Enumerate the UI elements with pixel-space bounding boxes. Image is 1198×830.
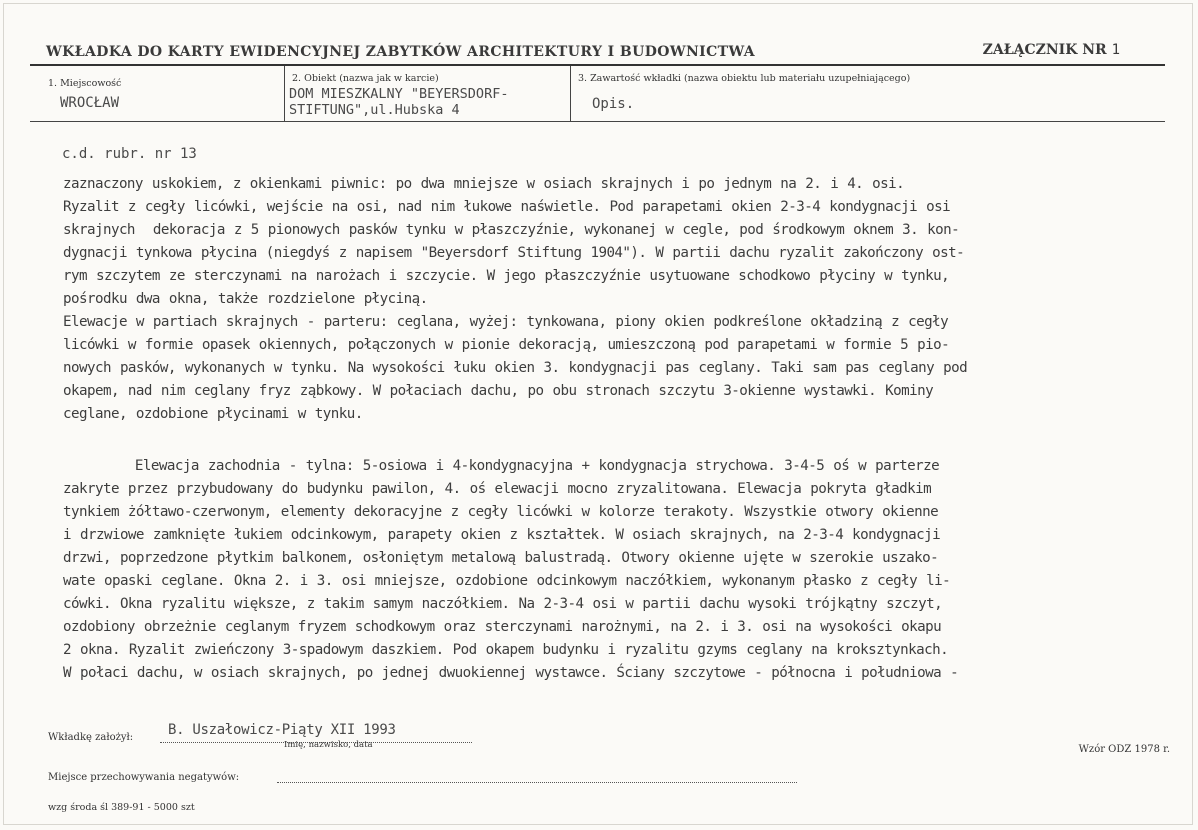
field-divider-2 (570, 66, 571, 121)
object-value (289, 86, 508, 118)
print-info: wzg środa śl 389-91 - 5000 szt (48, 802, 195, 813)
text-line: 2 okna. Ryzalit zwieńczony 3-spadowym daszkiem. Pod okapem budynku i ryzalitu gzyms ceglany na kroksztynkach. (63, 642, 949, 658)
text-line: zaznaczony uskokiem, z okienkami piwnic: po dwa mniejsze w osiach skrajnych i po jednym na 2. i 4. osi. (63, 176, 905, 192)
field-divider-1 (284, 66, 285, 121)
continuation-note: c.d. rubr. nr 13 (62, 146, 197, 162)
text-line: ceglane, ozdobione płycinami w tynku. (63, 406, 363, 422)
text-line: i drzwiowe zamknięte łukiem odcinkowym, parapety okien z kształtek. W osiach skrajnych, na 2-3-4 kondygnacji (63, 527, 941, 543)
header-rule (30, 64, 1165, 66)
text-line: zakryte przez przybudowany do budynku pawilon, 4. oś elewacji mocno zryzalitowana. Elewacja pokryta gładkim (63, 481, 932, 497)
locality-label: 1. Miejscowość (48, 78, 122, 89)
content-value: Opis. (592, 96, 635, 112)
card-title: WKŁADKA DO KARTY EWIDENCYJNEJ ZABYTKÓW ARCHITEKTURY I BUDOWNICTWA (46, 44, 755, 60)
text-line: Elewacja zachodnia - tylna: 5-osiowa i 4-kondygnacyjna + kondygnacja strychowa. 3-4-5 oś w parterze (63, 458, 940, 474)
text-line: licówki w formie opasek okiennych, połączonych w pionie dekoracją, umieszczoną pod parapetami w formie 5 pio- (63, 337, 950, 353)
form-model: Wzór ODZ 1978 r. (1078, 744, 1170, 755)
fields-bottom-rule (30, 121, 1165, 122)
author-label: Wkładkę założył: (48, 732, 134, 743)
content-label: 3. Zawartość wkładki (nazwa obiektu lub materiału uzupełniającego) (578, 73, 911, 84)
text-line: dygnacji tynkowa płycina (niegdyś z napisem "Beyersdorf Stiftung 1904"). W partii dachu ryzalit zakończony ost- (63, 245, 965, 261)
object-value-line1: DOM MIESZKALNY "BEYERSDORF- (289, 86, 509, 102)
object-label: 2. Obiekt (nazwa jak w karcie) (292, 73, 439, 84)
text-line: drzwi, poprzedzone płytkim balkonem, osłoniętym metalową balustradą. Otwory okienne ujęte w szerokie uszako- (63, 550, 939, 566)
author-caption: Imię, nazwisko, data (284, 740, 373, 750)
text-line: nowych pasków, wykonanych w tynku. Na wysokości łuku okien 3. kondygnacji pas ceglany. Taki sam pas ceglany pod (63, 360, 968, 376)
text-line: tynkiem żółtawo-czerwonym, elementy dekoracyjne z cegły licówki w kolorze terakoty. Wszystkie otwory okienne (63, 504, 939, 520)
text-line: ozdobiony obrzeżnie ceglanym fryzem schodkowym oraz sterczynami narożnymi, na 2. i 3. osi na wysokości okapu (63, 619, 942, 635)
storage-dotted-line (277, 782, 797, 783)
locality-value: WROCŁAW (60, 95, 120, 111)
author-value: B. Uszałowicz-Piąty XII 1993 (168, 722, 396, 738)
attachment-label: ZAŁĄCZNIK NR (982, 42, 1107, 58)
text-line: skrajnych dekoracja z 5 pionowych pasków tynku w płaszczyźnie, wykonanej w cegle, pod środkowym oknem 3. kon- (63, 222, 960, 238)
text-line: pośrodku dwa okna, także rozdzielone płyciną. (63, 291, 428, 307)
text-line: W połaci dachu, w osiach skrajnych, po jednej dwuokiennej wystawce. Ściany szczytowe - północna i południowa - (63, 665, 959, 681)
text-line: Elewacje w partiach skrajnych - parteru: ceglana, wyżej: tynkowana, piony okien podkreślone okładziną z cegły (63, 314, 949, 330)
text-line: wate opaski ceglane. Okna 2. i 3. osi mniejsze, ozdobione odcinkowym naczółkiem, wykonanym płasko z cegły li- (63, 573, 951, 589)
object-value-line2: STIFTUNG",ul.Hubska 4 (289, 102, 460, 118)
text-line: okapem, nad nim ceglany fryz ząbkowy. W połaciach dachu, po obu stronach szczytu 3-okienne wystawki. Kominy (63, 383, 934, 399)
text-line: rym szczytem ze sterczynami na narożach i szczycie. W jego płaszczyźnie usytuowane schodkowo płyciny w tynku, (63, 268, 950, 284)
description-paragraph-1 (63, 173, 1153, 426)
attachment-value: 1 (1111, 42, 1120, 58)
description-paragraph-2 (63, 455, 1153, 685)
text-line: cówki. Okna ryzalitu większe, z takim samym naczółkiem. Na 2-3-4 osi w partii dachu wysoki trójkątny szczyt, (63, 596, 943, 612)
attachment-number (983, 42, 1120, 58)
text-line: Ryzalit z cegły licówki, wejście na osi, nad nim łukowe naświetle. Pod parapetami okien 2-3-4 kondygnacji osi (63, 199, 951, 215)
storage-label: Miejsce przechowywania negatywów: (48, 772, 240, 783)
